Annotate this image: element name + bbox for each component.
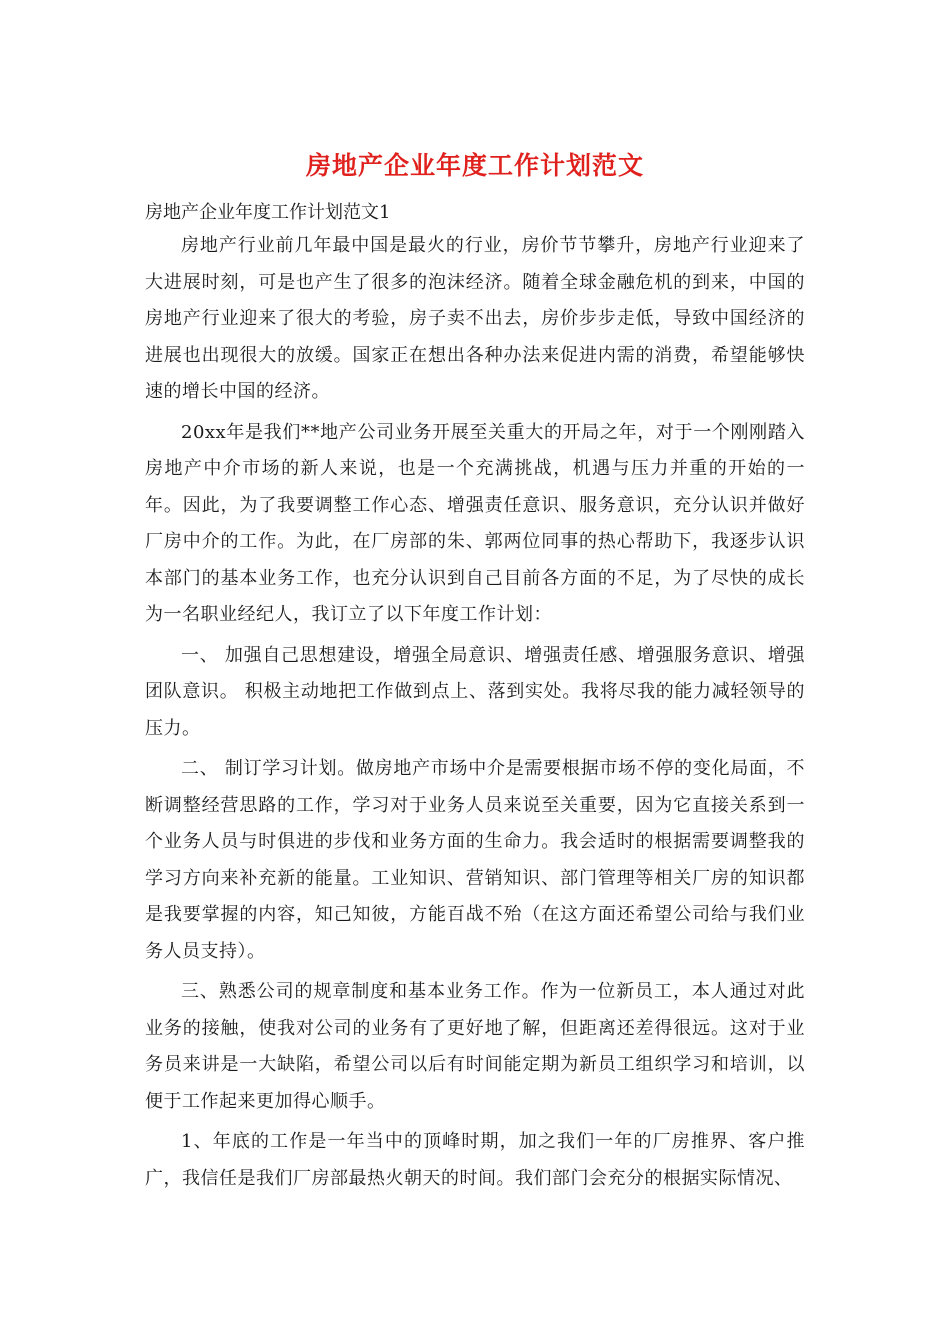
paragraph-background: 20xx年是我们**地产公司业务开展至关重大的开局之年，对于一个刚刚踏入房地产中介市场的新人来说，也是一个充满挑战，机遇与压力并重的开始的一年。因此，为了我要调整工作心态、增强责任意识、服务意识，充分认识并做好厂房中介的工作。为此，在厂房部的朱、郭两位同事的热心帮助下，我逐步认识本部门的基本业务工作，也充分认识到自己目前各方面的不足，为了尽快的成长为一名职业经纪人，我订立了以下年度工作计划： [145,421,805,625]
paragraph-item-2: 二、 制订学习计划。做房地产市场中介是需要根据市场不停的变化局面，不断调整经营思路的工作，学习对于业务人员来说至关重要，因为它直接关系到一个业务人员与时俱进的步伐和业务方面的生命力。我会适时的根据需要调整我的学习方向来补充新的能量。工业知识、营销知识、部门管理等相关厂房的知识都是我要掌握的内容，知己知彼，方能百战不殆（在这方面还希望公司给与我们业务人员支持）。 [145,758,805,962]
document-title: 房地产企业年度工作计划范文 [305,151,644,180]
paragraph-intro: 房地产行业前几年最中国是最火的行业，房价节节攀升，房地产行业迎来了大进展时刻，可是也产生了很多的泡沫经济。随着全球金融危机的到来，中国的房地产行业迎来了很大的考验，房子卖不出去，房价步步走低，导致中国经济的进展也出现很大的放缓。国家正在想出各种办法来促进内需的消费，希望能够快速的增长中国的经济。 [145,235,805,402]
paragraph-item-3: 三、熟悉公司的规章制度和基本业务工作。作为一位新员工，本人通过对此业务的接触，使我对公司的业务有了更好地了解，但距离还差得很远。这对于业务员来讲是一大缺陷，希望公司以后有时间能定期为新员工组织学习和培训，以便于工作起来更加得心顺手。 [145,981,805,1112]
paragraph-subitem-1: 1、年底的工作是一年当中的顶峰时期，加之我们一年的厂房推界、客户推广，我信任是我们厂房部最热火朝天的时间。我们部门会充分的根据实际情况、 [145,1131,805,1189]
document-subtitle: 房地产企业年度工作计划范文1 [145,202,391,223]
paragraph-item-1: 一、 加强自己思想建设，增强全局意识、增强责任感、增强服务意识、增强团队意识。 积极主动地把工作做到点上、落到实处。我将尽我的能力减轻领导的压力。 [145,644,805,739]
document-body [145,228,805,1201]
